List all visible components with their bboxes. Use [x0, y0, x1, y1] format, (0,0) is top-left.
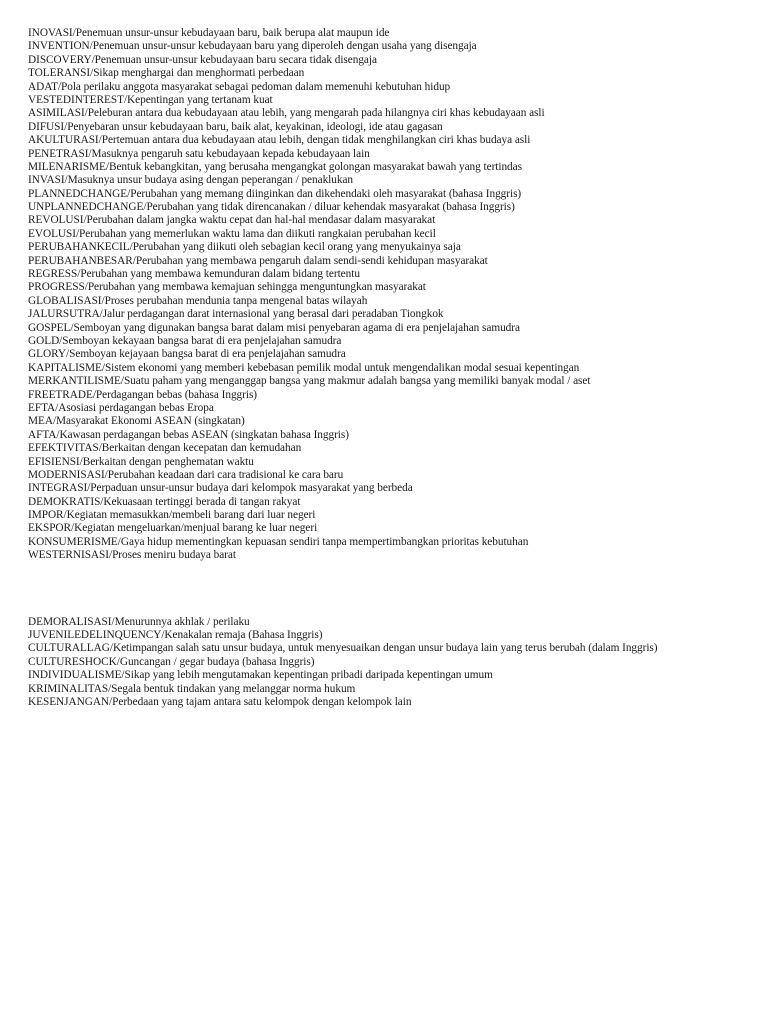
glossary-line: ASIMILASI/Peleburan antara dua kebudayaan atau lebih, yang mengarah pada hilangnya ciri khas kebudayaan asli [28, 107, 545, 120]
glossary-line: CULTURESHOCK/Guncangan / gegar budaya (bahasa Inggris) [28, 655, 315, 668]
glossary-line: DEMORALISASI/Menurunnya akhlak / perilaku [28, 615, 250, 628]
glossary-line: EKSPOR/Kegiatan mengeluarkan/menjual barang ke luar negeri [28, 522, 318, 535]
glossary-line: JALURSUTRA/Jalur perdagangan darat internasional yang berasal dari peradaban Tiongkok [28, 308, 444, 321]
glossary-line: PROGRESS/Perubahan yang membawa kemajuan sehingga menguntungkan masyarakat [28, 281, 426, 294]
glossary-line: REVOLUSI/Perubahan dalam jangka waktu cepat dan hal-hal mendasar dalam masyarakat [28, 214, 436, 227]
glossary-line: INTEGRASI/Perpaduan unsur-unsur budaya dari kelompok masyarakat yang berbeda [28, 482, 413, 495]
glossary-line: FREETRADE/Perdagangan bebas (bahasa Inggris) [28, 388, 258, 401]
glossary-line: PERUBAHANBESAR/Perubahan yang membawa pengaruh dalam sendi-sendi kehidupan masyarakat [28, 254, 488, 267]
glossary-line: AKULTURASI/Pertemuan antara dua kebudayaan atau lebih, dengan tidak menghilangkan ciri khas budaya asli [28, 134, 531, 147]
glossary-line: KONSUMERISME/Gaya hidup mementingkan kepuasan sendiri tanpa mempertimbangkan prioritas kebutuhan [28, 535, 529, 548]
glossary-line: PENETRASI/Masuknya pengaruh satu kebudayaan kepada kebudayaan lain [28, 147, 370, 160]
glossary-line: GOLD/Semboyan kekayaan bangsa barat di era penjelajahan samudra [28, 334, 342, 347]
glossary-line: DEMOKRATIS/Kekuasaan tertinggi berada di tangan rakyat [28, 495, 301, 508]
glossary-line: PLANNEDCHANGE/Perubahan yang memang diinginkan dan dikehendaki oleh masyarakat (bahasa Inggris) [28, 187, 522, 200]
glossary-line: DISCOVERY/Penemuan unsur-unsur kebudayaan baru secara tidak disengaja [28, 53, 377, 66]
glossary-line: KAPITALISME/Sistem ekonomi yang memberi kebebasan pemilik modal untuk mengendalikan modal sesuai kepentingan [28, 361, 580, 374]
glossary-line: JUVENILEDELINQUENCY/Kenakalan remaja (Bahasa Inggris) [28, 629, 323, 642]
glossary-line: INVENTION/Penemuan unsur-unsur kebudayaan baru yang diperoleh dengan usaha yang disengaja [28, 40, 477, 53]
glossary-line: INOVASI/Penemuan unsur-unsur kebudayaan baru, baik berupa alat maupun ide [28, 27, 390, 39]
document-page [28, 27, 763, 709]
glossary-line: MILENARISME/Bentuk kebangkitan, yang berusaha mengangkat golongan masyarakat bawah yang tertindas [28, 160, 522, 173]
glossary-line: VESTEDINTEREST/Kepentingan yang tertanam kuat [28, 93, 273, 106]
glossary-line: ADAT/Pola perilaku anggota masyarakat sebagai pedoman dalam memenuhi kebutuhan hidup [28, 80, 451, 93]
glossary-line: GOSPEL/Semboyan yang digunakan bangsa barat dalam misi penyebaran agama di era penjelajahan samudra [28, 321, 520, 334]
glossary-line: AFTA/Kawasan perdagangan bebas ASEAN (singkatan bahasa Inggris) [28, 428, 349, 441]
glossary-line: TOLERANSI/Sikap menghargai dan menghormati perbedaan [28, 67, 305, 80]
glossary-line: INVASI/Masuknya unsur budaya asing dengan peperangan / penaklukan [28, 174, 354, 187]
glossary-line: EFEKTIVITAS/Berkaitan dengan kecepatan dan kemudahan [28, 442, 302, 455]
glossary-line: INDIVIDUALISME/Sikap yang lebih mengutamakan kepentingan pribadi daripada kepentingan umum [28, 669, 493, 682]
glossary-line: UNPLANNEDCHANGE/Perubahan yang tidak direncanakan / diluar kehendak masyarakat (bahasa Inggris) [28, 201, 515, 214]
glossary-line: EFISIENSI/Berkaitan dengan penghematan waktu [28, 455, 254, 468]
glossary-line: KESENJANGAN/Perbedaan yang tajam antara satu kelompok dengan kelompok lain [28, 695, 412, 708]
glossary-line: GLOBALISASI/Proses perubahan mendunia tanpa mengenal batas wilayah [28, 294, 368, 307]
glossary-line: CULTURALLAG/Ketimpangan salah satu unsur budaya, untuk menyesuaikan dengan unsur budaya lain yang terus berubah (dalam Inggris) [28, 642, 658, 655]
glossary-line: EVOLUSI/Perubahan yang memerlukan waktu lama dan diikuti rangkaian perubahan kecil [28, 227, 436, 240]
glossary-line: KRIMINALITAS/Segala bentuk tindakan yang melanggar norma hukum [28, 682, 356, 695]
glossary-section-2 [28, 616, 763, 710]
glossary-line: MEA/Masyarakat Ekonomi ASEAN (singkatan) [28, 415, 245, 428]
glossary-section-1 [28, 27, 763, 563]
glossary-line: PERUBAHANKECIL/Perubahan yang diikuti oleh sebagian kecil orang yang menyukainya saja [28, 241, 461, 254]
section-gap [28, 563, 763, 616]
glossary-line: MODERNISASI/Perubahan keadaan dari cara tradisional ke cara baru [28, 468, 344, 481]
glossary-line: MERKANTILISME/Suatu paham yang menganggap bangsa yang makmur adalah bangsa yang memiliki banyak modal / aset [28, 375, 591, 388]
glossary-line: WESTERNISASI/Proses meniru budaya barat [28, 549, 236, 562]
glossary-line: DIFUSI/Penyebaran unsur kebudayaan baru, baik alat, keyakinan, ideologi, ide atau gagasan [28, 120, 443, 133]
glossary-line: REGRESS/Perubahan yang membawa kemunduran dalam bidang tertentu [28, 268, 360, 281]
glossary-line: IMPOR/Kegiatan memasukkan/membeli barang dari luar negeri [28, 509, 316, 522]
glossary-line: GLORY/Semboyan kejayaan bangsa barat di era penjelajahan samudra [28, 348, 346, 361]
glossary-line: EFTA/Asosiasi perdagangan bebas Eropa [28, 401, 214, 414]
